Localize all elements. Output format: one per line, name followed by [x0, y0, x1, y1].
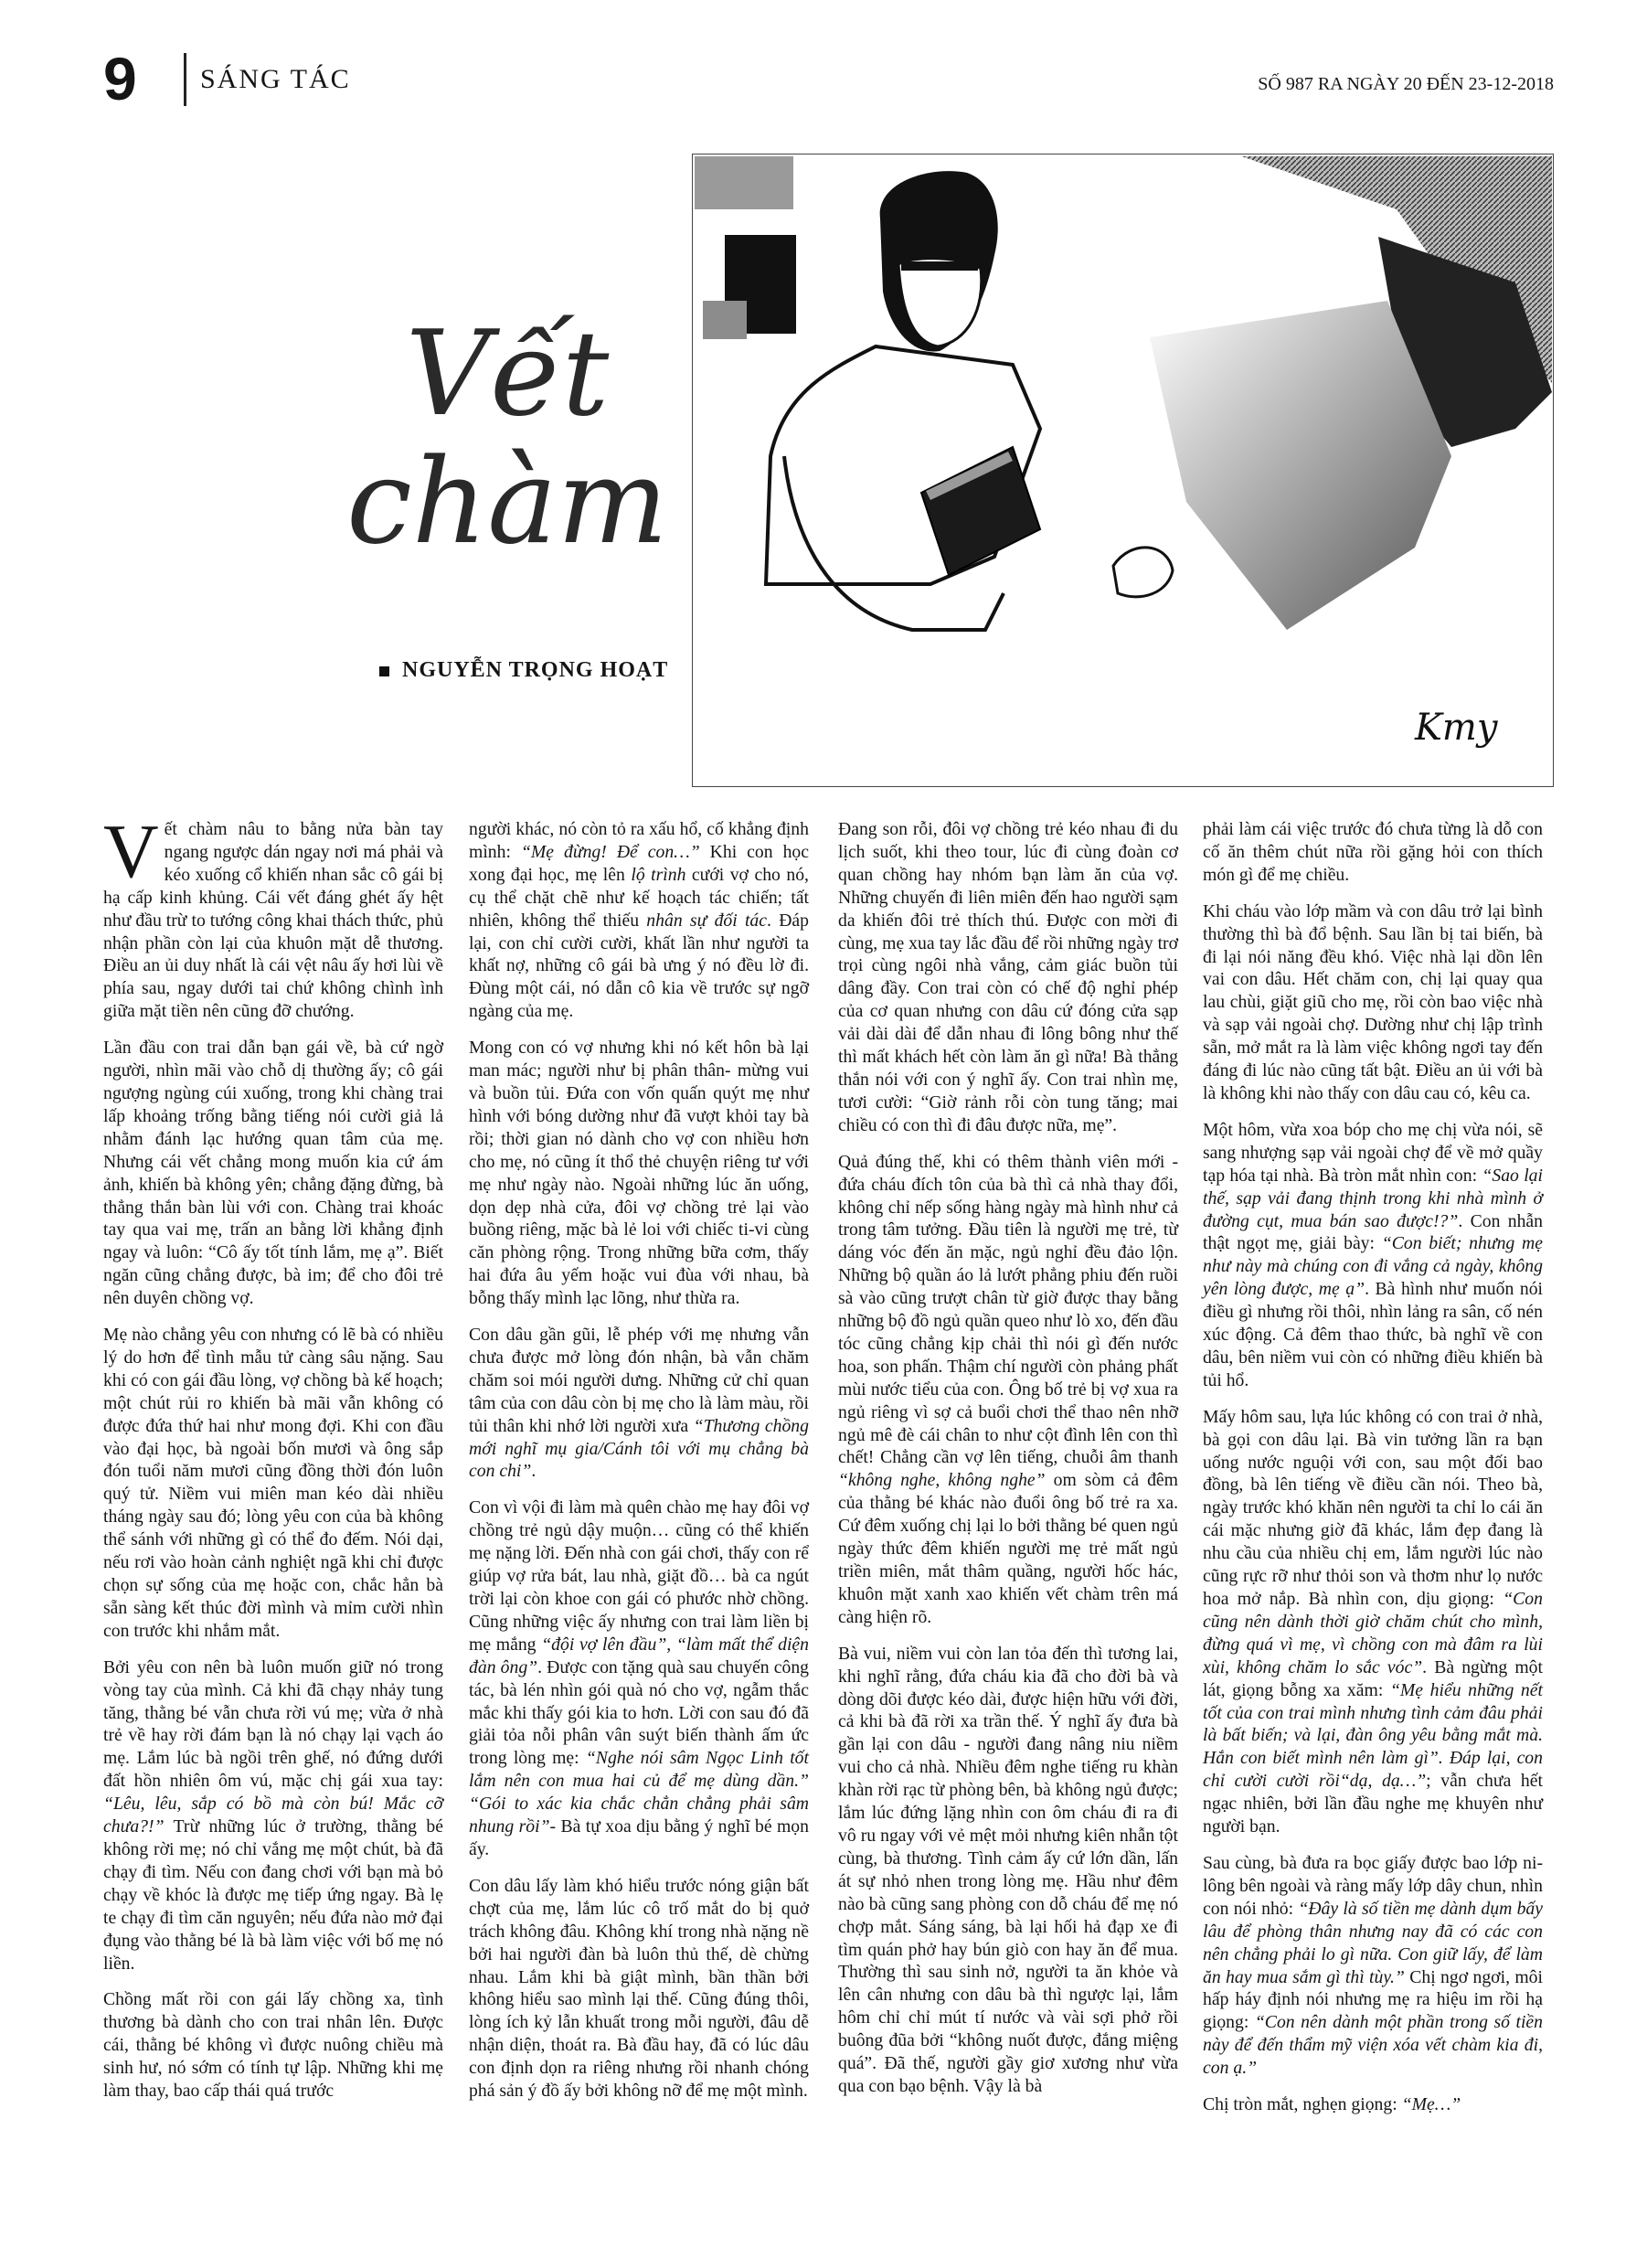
article-title [329, 306, 685, 570]
gray-gradient-area [1150, 301, 1451, 630]
paragraph [469, 1496, 809, 1861]
gray-block-small [703, 301, 747, 339]
paragraph [1203, 1852, 1543, 2080]
quote: “Nghe nói sâm Ngọc Linh tốt lắm nên con mua hai củ để mẹ dùng dần.” “Gói to xác kia chắc chẳn chẳng phải sâm nhung rồi” [469, 1748, 809, 1837]
drop-cap: V [103, 809, 159, 894]
bullet-square-icon [379, 666, 389, 676]
paragraph: Mẹ nào chẳng yêu con nhưng có lẽ bà có nhiều lý do hơn để tình mẫu tử càng sâu nặng. Sau khi có con gái đầu lòng, vợ chồng bà kế hoạch; một chút rủi ro khiến bà mãi vẫn không có được đứa thứ hai như mong đợi. Khi con đầu vào đại học, bà ngoài bốn mươi và ông sắp đón tuổi năm mươi cũng đồng thời đón luôn quý tử. Niềm vui miên man kéo dài nhiều tháng ngày sau đó; lòng yêu con của bà không thể sánh với những gì có thể đo đếm. Nói dại, nếu rơi vào hoàn cảnh nghiệt ngã khi chỉ được chọn sự sống của mẹ hoặc con, chắc hẳn bà sẵn sàng kết thúc đời mình và mỉm cười nhìn con trước khi nhắm mắt. [103, 1325, 443, 1641]
quote: “Sao lại thế, sạp vải đang thịnh trong khi nhà mình ở đường cụt, mua bán sao được!?” [1203, 1165, 1543, 1231]
paragraph-text: ết chàm nâu to bằng nửa bàn tay ngang ngược dán ngay nơi má phải và kéo xuống cổ khiến nhan sắc cô gái bị hạ cấp kinh khủng. Cái vết đáng ghét ấy hệt như đầu trừ to tướng công khai thách thức, phủ nhận phần còn lại của khuôn mặt dễ thương. Điều an ủi duy nhất là cái vệt nâu ấy hơi lùi về phía sau, ngay dưới tai chứ không chình ình giữa mặt tiền nên cũng đỡ chướng. [103, 819, 443, 1022]
gray-block-top [695, 156, 793, 209]
illustration-art [693, 154, 1553, 786]
author-byline [379, 658, 668, 683]
paragraph [1203, 2093, 1543, 2116]
section-title: SÁNG TÁC [200, 64, 351, 94]
quote: “Lêu, lêu, sắp có bồ mà còn bú! Mắc cỡ chưa?!” [103, 1794, 443, 1837]
quote: “Con biết; nhưng mẹ như này mà chúng con đi vắng cả ngày, không yên lòng được, mẹ ạ” [1203, 1233, 1543, 1300]
article-column-3 [838, 818, 1178, 2112]
quote: “đội vợ lên đầu”, “làm mất thể diện đàn ông” [469, 1634, 810, 1677]
paragraph-text: Chị ngơ ngơi, môi hấp háy định nói nhưng mẹ ra hiệu im rồi hạ giọng: [1203, 1966, 1543, 2033]
author-name: NGUYỄN TRỌNG HOẠT [402, 658, 669, 682]
paragraph-text: Con dâu gần gũi, lễ phép với mẹ nhưng vẫn chưa được mở lòng đón nhận, bà vẫn chăm chăm soi mói người dưng. Những cử chỉ quan tâm của con dâu còn bị mẹ cho là làm màu, rồi tủi thân khi nhớ lời người xưa [469, 1325, 809, 1436]
paragraph-text: Khi con học xong đại học, mẹ lên [469, 841, 809, 885]
quote: lộ trình [631, 864, 686, 885]
figure-hand [1113, 548, 1173, 597]
page-header [103, 44, 1554, 112]
paragraph [1203, 1406, 1543, 1838]
paragraph [469, 1324, 809, 1483]
paragraph-text: người khác, nó còn tỏ ra xấu hổ, cố khẳng định mình: [469, 819, 809, 862]
paragraph-text: Sau cùng, bà đưa ra bọc giấy được bao lớp ni-lông bên ngoài và ràng mấy lớp dây chun, nhìn con nói nhỏ: [1203, 1852, 1543, 1919]
paragraph [103, 1656, 443, 1975]
paragraph-text: . Đáp lại, con chỉ cười cười, khất lần như người ta khất nợ, những cô gái bà ưng ý nó đều lờ đi. Đùng một cái, nó dẫn cô kia về trước sự ngỡ ngàng của mẹ. [469, 910, 809, 1022]
paragraph [1203, 1119, 1543, 1392]
quote: “Mẹ hiểu những nết tốt của con trai mình nhưng tình cảm đâu phải là bất biến; và lại, đàn ông yêu bằng mắt mà. Hắn con biết mình nên làm gì”. Đáp lại, con chỉ cười cười rồi“dạ, dạ…” [1203, 1679, 1543, 1792]
paragraph: Đang son rỗi, đôi vợ chồng trẻ kéo nhau đi du lịch suốt, khi theo tour, lúc đi cùng đoàn cơ quan chồng hay nhóm bạn làm ăn của vợ. Những chuyến đi liên miên đến hao người sạm da khiến đôi trẻ thích thú. Được con mời đi cùng, mẹ xua tay lắc đầu để rồi những ngày trơ trọi cùng ngôi nhà vắng, cảm giác buồn tủi dâng đầy. Con trai còn có chế độ nghỉ phép của cơ quan nhưng con dâu cứ đóng cửa sạp vải dài dài để dẫn nhau đi lông bông như thế thì mất khách hết còn làm ăn gì nữa! Bà thẳng thắn nói với con ý nghĩ ấy. Con trai nhìn mẹ, tươi cười: “Giờ rảnh rỗi còn tung tăng; mai chiều có con thì đi đâu được nữa, mẹ”. [838, 819, 1178, 1135]
title-line-1: Vết [405, 306, 610, 442]
quote: “Mẹ…” [1401, 2094, 1461, 2115]
paragraph-text: Bởi yêu con nên bà luôn muốn giữ nó trong vòng tay của mình. Cả khi đã chạy nhảy tung tăng, thằng bé vẫn chưa rời vú mẹ; vừa ở nhà trẻ về hay rời đám bạn là nó chạy lại vạch áo mẹ. Lắm lúc bà ngồi trên ghế, nó đứng dưới đất hồn nhiên ôm vú, mặc chị gái xua tay: [103, 1656, 443, 1792]
paragraph [469, 818, 809, 1023]
quote: “Đây là số tiền mẹ dành dụm bấy lâu để phòng thân nhưng nay đã có các con nên chẳng phải lo gì nữa. Con giữ lấy, để làm ăn hay mua sắm gì thì tùy.” [1203, 1898, 1543, 1987]
paragraph-text: Chị tròn mắt, nghẹn giọng: [1203, 2094, 1402, 2115]
artist-signature: Kmy [1415, 707, 1498, 749]
paragraph: Con dâu lấy làm khó hiểu trước nóng giận bất chợt của mẹ, lắm lúc cô trố mắt do bị quở trách không đâu. Không khí trong nhà nặng nề bởi hai người đàn bà luôn thủ thế, dè chừng nhau. Lắm khi bà giật mình, bần thần bởi không hiểu sao mình lại thế. Cũng đúng thôi, lòng ích kỷ lẫn khuất trong mỗi người, đâu dễ nhận diện, thoát ra. Bà đầu hay, đã có lúc dâu con định dọn ra riêng nhưng rồi nhanh chóng phá sản ý đồ ấy bởi không nỡ để mẹ một mình. [469, 1875, 809, 2102]
paragraph-text: . Bà hình như muốn nói điều gì nhưng rồi thôi, nhìn lảng ra sân, cố nén xúc động. Cả đêm thao thức, bà nghĩ về con dâu, bên niềm vui còn có những điều khiến bà tủi hổ. [1203, 1279, 1544, 1390]
paragraph: Mong con có vợ nhưng khi nó kết hôn bà lại man mác; người như bị phân thân- mừng vui và buồn tủi. Đứa con vốn quấn quýt mẹ như hình với bóng dường như đã vượt khỏi tay bà rồi; thời gian nó dành cho vợ con nhiều hơn cho mẹ, nó cũng ít thổ thẻ chuyện riêng tư với mẹ như ngày nào. Ngoài những lúc ăn uống, dọn dẹp nhà cửa, đôi vợ chồng trẻ lại vào buồng riêng, mặc bà lẻ loi với chiếc ti-vi cùng căn phòng rộng. Trong những bữa cơm, thấy hai đứa âu yếm hoặc vui đùa với nhau, bà bỗng thấy mình lạc lõng, như thừa ra. [469, 1038, 809, 1309]
paragraph: Lần đầu con trai dẫn bạn gái về, bà cứ ngờ người, nhìn mãi vào chỗ dị thường ấy; cô gái ngượng ngùng cúi xuống, trong khi chàng trai lấp khoảng trống bằng tiếng nói cười giả lả nhằm đánh lạc hướng quan tâm của mẹ. Nhưng cái vết chẳng mong muốn kia cứ ám ảnh, khiến bà không yên; chẳng đặng đừng, bà thẳng thắn bàn lùi với con. Chàng trai khoác tay qua vai mẹ, trấn an bằng lời khẳng định ngay và luôn: “Cô ấy tốt tính lắm, mẹ ạ”. Biết ngăn cũng chẳng được, bà im; để cho đôi trẻ nên duyên chồng vợ. [103, 1038, 443, 1309]
page-number: 9 [103, 45, 135, 112]
paragraph: Khi cháu vào lớp mầm và con dâu trở lại bình thường thì bà đổ bệnh. Sau lần bị tai biến, bà đi lại nói năng đều khó. Việc nhà lại dồn lên vai con dâu. Hết chăm con, chị lại quay qua lau chùi, giặt giũ cho mẹ, rồi còn bao việc nhà và sạp vải ngoài chợ. Dường như chị lập trình sẵn, mở mắt ra là làm việc không ngơi tay đến đáng đi lúc nào cũng tất bật. Điều an ủi với bà là không khi nào thấy con dâu cau có, kêu ca. [1203, 900, 1543, 1103]
paragraph [838, 1151, 1178, 1629]
paragraph-text: Một hôm, vừa xoa bóp cho mẹ chị vừa nói, sẽ sang nhượng sạp vải ngoài chợ để về mở quầy tạp hóa tại nhà. Bà tròn mắt nhìn con: [1203, 1119, 1543, 1186]
header-divider [184, 53, 186, 106]
paragraph-text: Con vì vội đi làm mà quên chào mẹ hay đôi vợ chồng trẻ ngủ dậy muộn… cũng có thể khiến mẹ nặng lời. Đến nhà con gái chơi, thấy con rể giúp vợ rửa bát, lau nhà, giặt đồ… bà ca ngút trời lại còn khoe con gái có phước nhờ chồng. Cũng những việc ấy nhưng con trai làm liền bị mẹ mắng [469, 1497, 809, 1655]
paragraph: Chồng mất rồi con gái lấy chồng xa, tình thương bà dành cho con trai nhân lên. Được cái, thằng bé không vì được nuông chiều mà sinh hư, nó sớm có tính tự lập. Những khi mẹ làm thay, bao cấp thái quá trước [103, 1989, 443, 2102]
paragraph-text: Mấy hôm sau, lựa lúc không có con trai ở nhà, bà gọi con dâu lại. Bà vin tưởng lần ra bạn uống nước nguội với con, sau một đối bao đồng, bà lên tiếng về điều cần nói. Theo bà, ngày trước khó khăn nên người ta chỉ lo cái ăn cái mặc nhưng giờ đã khác, lắm đẹp đang là nhu cầu của nhiều chị em, lắm người lúc nào cũng rực rỡ như thỏi son và thơm như lọ nước hoa mở nắp. Bà nhìn con, dịu giọng: [1203, 1406, 1543, 1609]
article-column-4 [1203, 818, 1543, 2130]
quote: “Con cũng nên dành thời giờ chăm chút cho mình, đừng quá vì mẹ, vì chồng con mà đâm ra lùi xùi, không chăm lo sắc vóc” [1203, 1589, 1543, 1677]
paragraph-text: cưới vợ cho nó, cụ thể chặt chẽ như kế hoạch tác chiến; tất nhiên, không thể thiếu [469, 864, 809, 931]
article-column-1 [103, 809, 443, 2116]
paragraph: phải làm cái việc trước đó chưa từng là dỗ con cố ăn thêm chút nữa rồi gặng hỏi con thích món gì để mẹ chiều. [1203, 819, 1543, 885]
quote: “không nghe, không nghe” [838, 1470, 1046, 1491]
paragraph [103, 809, 443, 1023]
paragraph-text: . [531, 1461, 537, 1482]
quote: “Con nên dành một phần trong số tiền này để đến thẩm mỹ viện xóa vết chàm kia đi, con ạ.” [1203, 2012, 1543, 2079]
paragraph: Bà vui, niềm vui còn lan tỏa đến thì tương lai, khi nghĩ rằng, đứa cháu kia đã cho đời bà và dòng dõi được kéo dài, được hiện hữu với đời, cả khi bà đã rời xa trần thế. Ý nghĩ ấy đưa bà gần lại con dâu - người đang nâng niu niềm vui cho cả nhà. Nhiều đêm nghe tiếng ru khàn khàn rời rạc từ phòng bên, bà không ngủ được; lắm lúc đứng lặng nhìn con ôm cháu đi ra đi vô ru ngay với vẻ mệt mỏi nhưng kiên nhẫn tột cùng, bà thương. Tình cảm ấy cứ lớn dần, lấn át sự nhỏ nhen trong lòng mẹ. Hầu như đêm nào bà cũng sang phòng con dỗ cháu để mẹ nó chợp mắt. Sáng sáng, bà lại hối hả đạp xe đi tìm quán phở hay bún giò con hay ăn để mua. Thường thì sau sinh nở, người ta ăn khỏe và lên cân nhưng con dâu bà thì ngược lại, lắm hôm chỉ chỉ mút tí nước và vài sợi phở rồi buông đũa bởi “không nuốt được, đắng miệng quá”. Đã thế, người gầy giơ xương như vừa qua con bạo bệnh. Vậy là bà [838, 1643, 1178, 2096]
paragraph-text: - Bà tự xoa dịu bằng ý nghĩ bé mọn ấy. [469, 1816, 809, 1859]
quote: “Thương chồng mới nghĩ mụ gia/Cánh tôi với mụ chẳng bà con chi” [469, 1415, 809, 1482]
paragraph-text: . Con nhẫn thật ngọt mẹ, giải bày: [1203, 1210, 1544, 1254]
paragraph-text: . Được con tặng quà sau chuyến công tác, bà lén nhìn gói quà nó cho vợ, ngẫm thắc mắc khi thấy gói kia to hơn. Lời con sau đó đã giải tỏa nỗi phân vân suýt biến thành ấm ức trong lòng mẹ: [469, 1656, 810, 1769]
issue-info: SỐ 987 RA NGÀY 20 ĐẾN 23-12-2018 [1258, 74, 1554, 94]
paragraph-text: Quả đúng thế, khi có thêm thành viên mới - đứa cháu đích tôn của bà thì cả nhà thay đổi, không chỉ nếp sống hàng ngày mà hình như cả trong tâm tưởng. Đầu tiên là người mẹ trẻ, từ dáng vóc đến ăn mặc, ngủ nghỉ đều đảo lộn. Những bộ quần áo lả lướt phẳng phiu đến ruồi sà vào cũng trượt chân từ giờ được thay bằng những bộ đồ ngủ quần queo như lò xo, đến đầu tóc cũng chẳng kịp chải thì nói gì đến nước hoa, son phấn. Thậm chí người còn phảng phất mùi nước tiểu của con. Ông bố trẻ bị vợ xua ra ngủ riêng vì sợ cả buổi chơi thể thao nên nhỡ ngủ mê đè cái chân to như cột đình lên con thì chết! Chẳng cần vợ lên tiếng, chuỗi âm thanh [838, 1151, 1178, 1468]
article-column-2 [469, 818, 809, 2116]
illustration [692, 154, 1554, 787]
quote: nhân sự đối tác [646, 910, 768, 931]
paragraph-text: . Bà ngừng một lát, giọng bỗng xa xăm: [1203, 1656, 1543, 1700]
quote: “Mẹ đừng! Để con…” [520, 841, 700, 862]
paragraph-text: ; vẫn chưa hết ngạc nhiên, bởi lần đầu nghe mẹ khuyên như người bạn. [1203, 1771, 1543, 1837]
paragraph-text: Trừ những lúc ở trường, thằng bé không rời mẹ; nó chỉ vắng mẹ một chút, bà đã chạy đi tìm. Nếu con đang chơi với bạn mà bỏ chạy về khóc là được mẹ tiếp ứng ngay. Bà lẹ te chạy đi tìm căn nguyên; nếu đứa nào mở đại đụng vào thằng bé là bà làm việc với bố mẹ nó liền. [103, 1816, 443, 1974]
paragraph-text: om sòm cả đêm của thằng bé khác nào đuổi ông bố trẻ ra xa. Cứ đêm xuống chị lại lo bởi thằng bé quen ngủ ngày thức đêm khiến người mẹ trẻ mất ngủ triền miên, mắt thâm quầng, người hốc hác, khuôn mặt xanh xao khiến vết chàm trên má càng hiện rõ. [838, 1470, 1178, 1627]
title-line-2: chàm [346, 434, 668, 570]
